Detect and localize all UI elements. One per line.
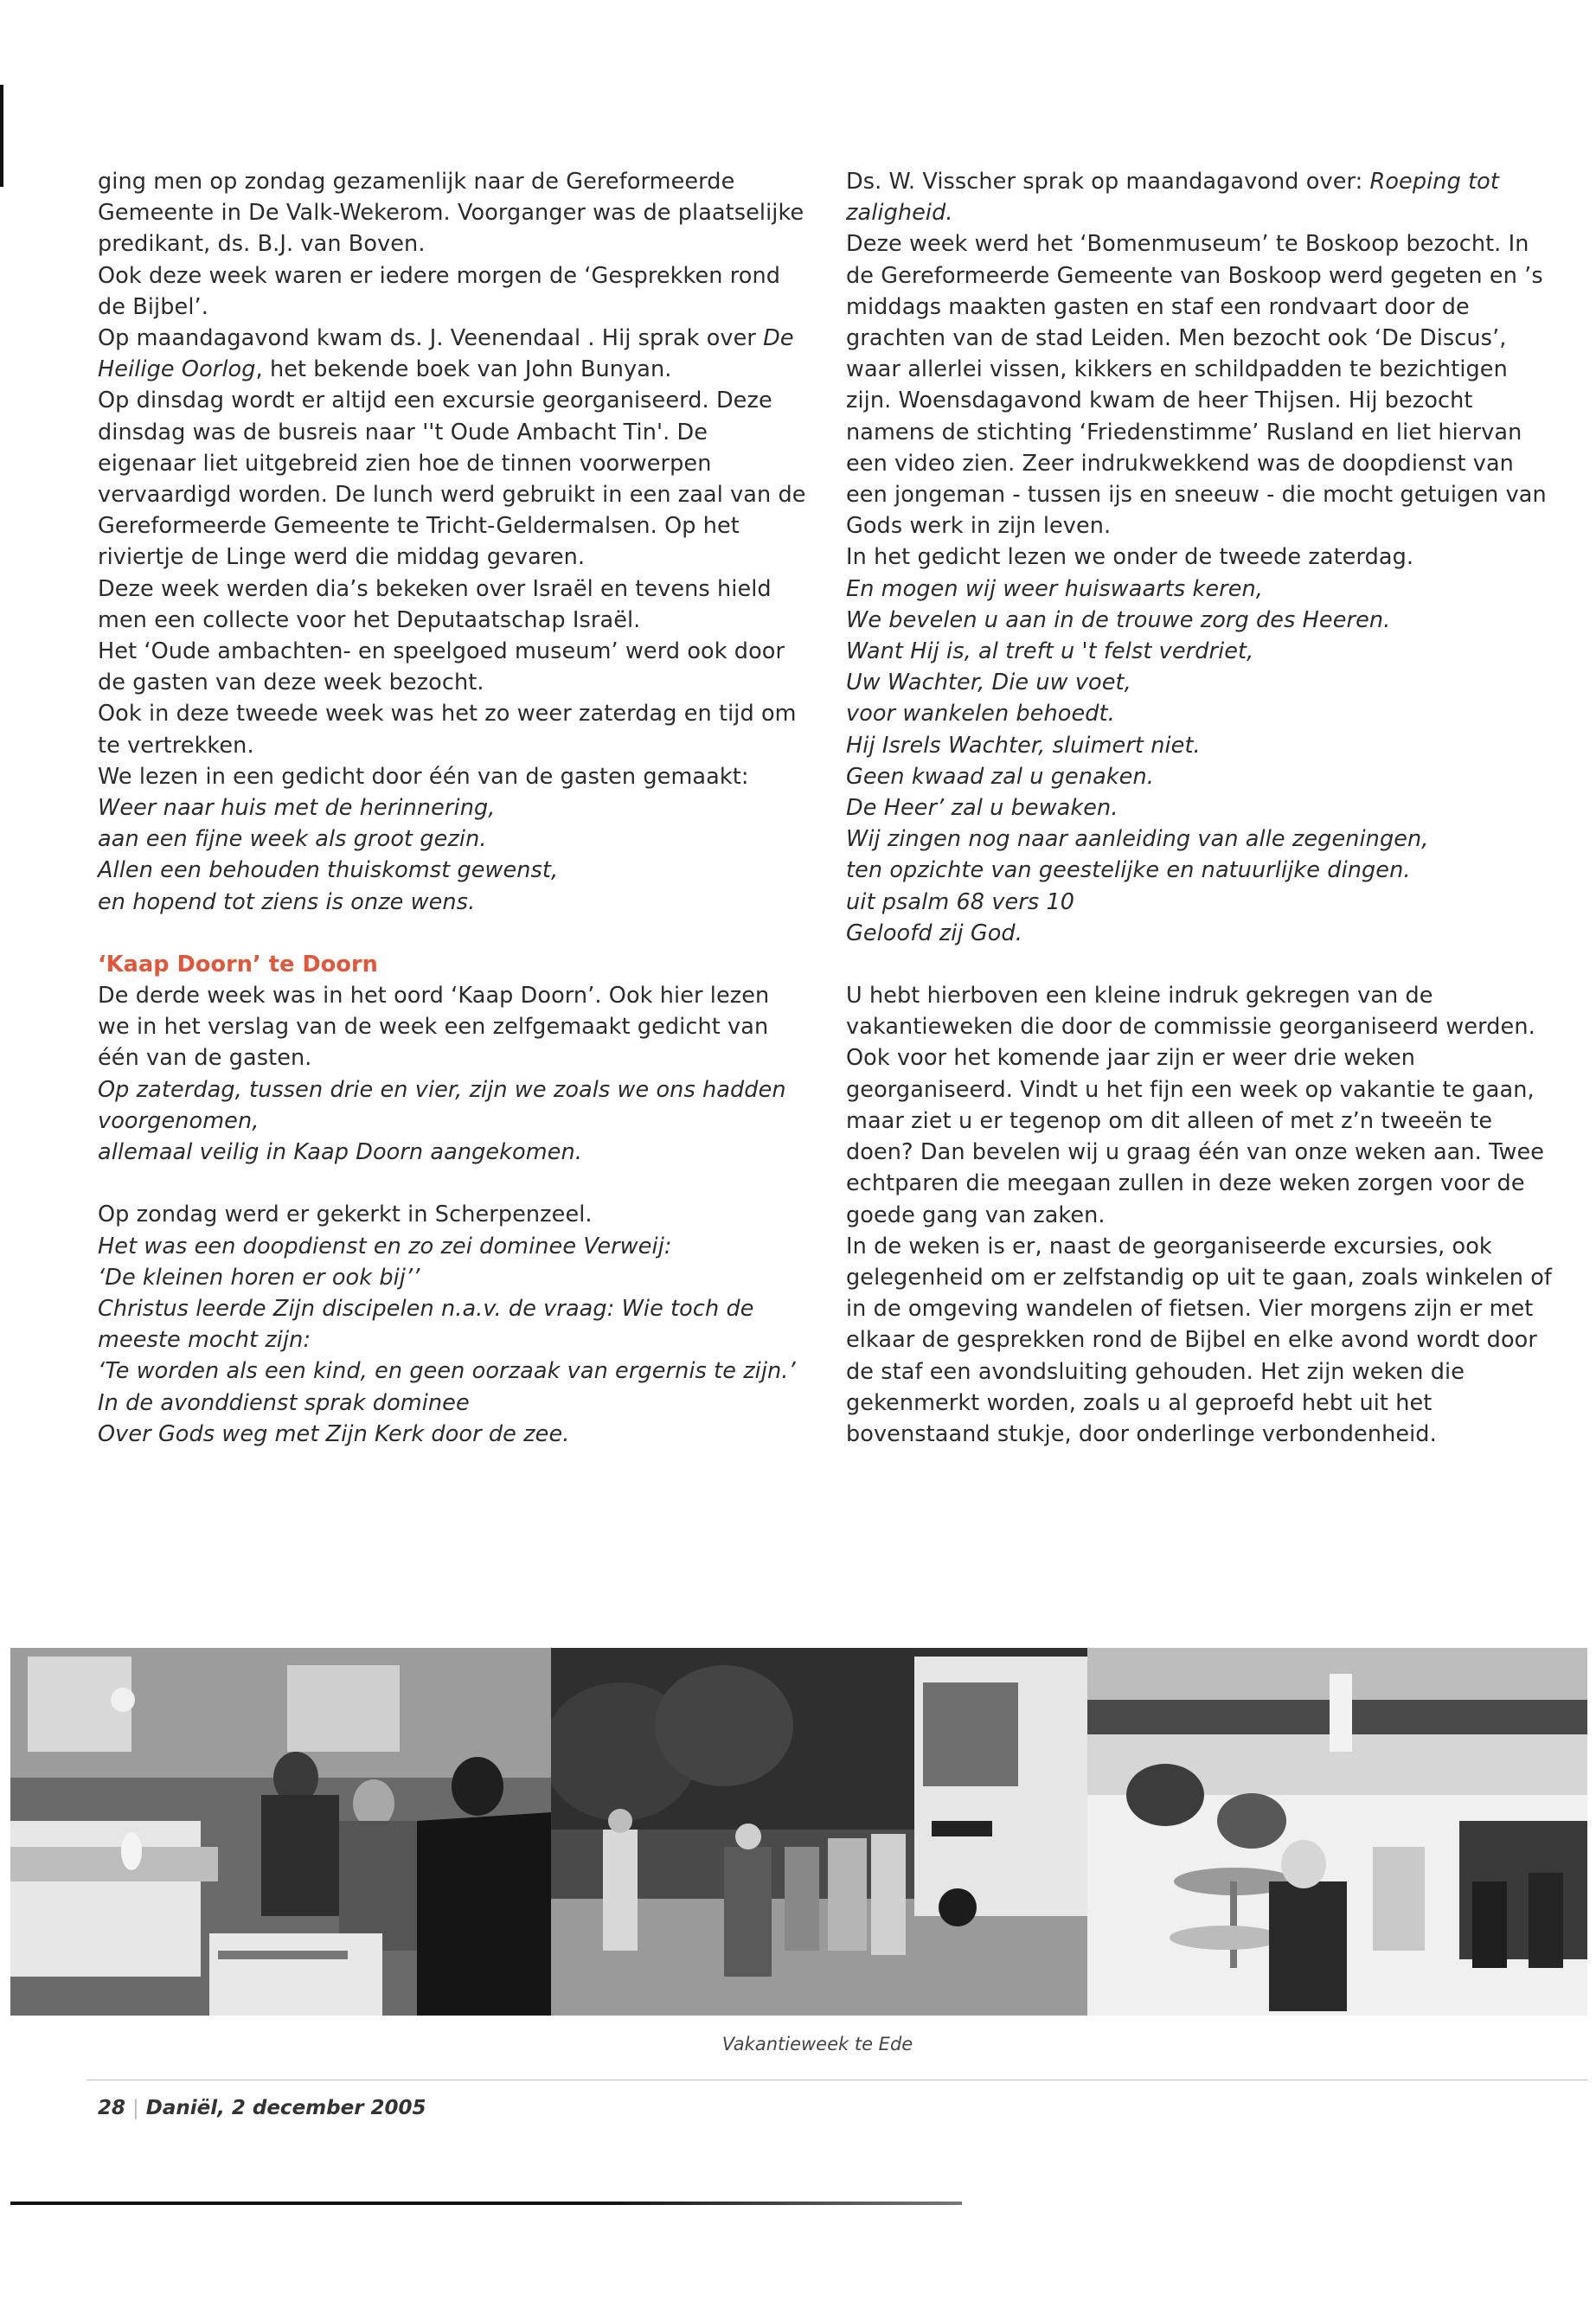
paragraph: Ook in deze tweede week was het zo weer zaterdag en tijd om te vertrekken. <box>98 701 797 759</box>
text-run: , het bekende boek van John Bunyan. <box>255 356 672 383</box>
footer-separator: | <box>132 2097 139 2119</box>
poem-line: uit psalm 68 vers 10 <box>846 888 1075 915</box>
poem-line: En mogen wij weer huiswaarts keren, <box>846 575 1263 602</box>
poem-line: Allen een behouden thuiskomst gewenst, <box>98 857 559 884</box>
text-run: Op maandagavond kwam ds. J. Veenendaal . Hij sprak over <box>98 325 764 352</box>
paragraph: Ook voor het komende jaar zijn er weer drie weken georganiseerd. Vindt u het fijn een week op vakantie te gaan, maar ziet u er tegenop om dit alleen of met z’n tweeën te doen? Dan bevelen wij u graag één van onze weken aan. Twee echtparen die meegaan zullen in deze weken zorgen voor de goede gang van zaken. <box>846 1045 1545 1228</box>
poem-line: We bevelen u aan in de trouwe zorg des Heeren. <box>846 606 1391 633</box>
spacer <box>98 918 807 949</box>
bottom-rule <box>10 2202 962 2205</box>
right-column <box>846 166 1555 1450</box>
left-column <box>98 166 807 1450</box>
section-heading: ‘Kaap Doorn’ te Doorn <box>98 951 378 977</box>
poem-line: Hij Isrels Wachter, sluimert niet. <box>846 732 1201 759</box>
paragraph: In de weken is er, naast de georganiseerde excursies, ook gelegenheid om er zelfstandig op uit te gaan, zoals winkelen of in de omgeving wandelen of fietsen. Vier morgens zijn er met elkaar de gesprekken rond de Bijbel en elke avond wordt door de staf een avondsluiting gehouden. Het zijn weken die gekenmerkt worden, zoals u al geproefd hebt uit het bovenstaand stukje, door onderlinge verbondenheid. <box>846 1233 1553 1447</box>
paragraph: ging men op zondag gezamenlijk naar de Gereformeerde Gemeente in De Valk-Wekerom. Voorganger was de plaatselijke predikant, ds. B.J. van Boven. <box>98 169 804 258</box>
spacer <box>98 1168 807 1199</box>
italic-line: Het was een doopdienst en zo zei dominee Verweij: <box>98 1233 672 1259</box>
sermon-title: Roeping tot zaligheid. <box>846 169 1499 227</box>
photo-bus-departure-image <box>551 1648 1087 2016</box>
paragraph: U hebt hierboven een kleine indruk gekregen van de vakantieweken die door de commissie georganiseerd werden. <box>846 983 1535 1041</box>
poem-line: voor wankelen behoedt. <box>846 701 1115 727</box>
poem-line: en hopend tot ziens is onze wens. <box>98 888 476 915</box>
paragraph <box>846 166 1555 228</box>
italic-line: ‘De kleinen horen er ook bij’’ <box>98 1264 420 1291</box>
photo-boat-deck-image <box>1087 1648 1587 2016</box>
poem-line: Op zaterdag, tussen drie en vier, zijn we zoals we ons hadden voorgenomen, <box>98 1076 786 1134</box>
text-run: Ds. W. Visscher sprak op maandagavond over: <box>846 169 1370 195</box>
poem-line: Geloofd zij God. <box>846 920 1022 946</box>
paragraph: In het gedicht lezen we onder de tweede zaterdag. <box>846 544 1414 571</box>
poem-line: Uw Wachter, Die uw voet, <box>846 670 1131 696</box>
photo-caption: Vakantieweek te Ede <box>721 2034 913 2054</box>
italic-line: Over Gods weg met Zijn Kerk door de zee. <box>98 1420 570 1447</box>
poem-line: Weer naar huis met de herinnering, <box>98 795 496 822</box>
paragraph: De derde week was in het oord ‘Kaap Doorn’. Ook hier lezen we in het verslag van de week een zelfgemaakt gedicht van één van de gasten. <box>98 983 770 1072</box>
poem-line: allemaal veilig in Kaap Doorn aangekomen. <box>98 1139 582 1166</box>
book-title: De Heilige Oorlog <box>98 325 794 383</box>
poem-line: Geen kwaad zal u genaken. <box>846 763 1154 790</box>
paragraph: Ook deze week waren er iedere morgen de ‘Gesprekken rond de Bijbel’. <box>98 262 781 320</box>
paragraph: We lezen in een gedicht door één van de gasten gemaakt: <box>98 763 749 790</box>
italic-line: ‘Te worden als een kind, en geen oorzaak van ergernis te zijn.’ <box>98 1358 796 1385</box>
spacer <box>846 949 1555 980</box>
paragraph: Op dinsdag wordt er altijd een excursie georganiseerd. Deze dinsdag was de busreis naar ''t Oude Ambacht Tin'. De eigenaar liet uitgebreid zien hoe de tinnen voorwerpen vervaardigd worden. De lunch werd gebruikt in een zaal van de Gereformeerde Gemeente te Tricht-Geldermalsen. Op het riviertje de Linge werd die middag gevaren. <box>98 388 806 571</box>
photo-strip <box>10 1648 1587 2016</box>
page-footer <box>98 2097 426 2119</box>
page-number: 28 <box>98 2097 126 2119</box>
publication-info: Daniël, 2 december 2005 <box>145 2097 426 2119</box>
poem-line: ten opzichte van geestelijke en natuurlijke dingen. <box>846 857 1411 884</box>
photo-dining-room-image <box>10 1648 551 2016</box>
paragraph <box>98 323 807 385</box>
paragraph: Deze week werden dia’s bekeken over Israël en tevens hield men een collecte voor het Deputaatschap Israël. <box>98 575 772 633</box>
margin-rule <box>0 85 3 187</box>
photo-bus-departure <box>551 1648 1087 2016</box>
poem-line: aan een fijne week als groot gezin. <box>98 826 487 853</box>
photo-dining-room <box>10 1648 551 2016</box>
poem-line: De Heer’ zal u bewaken. <box>846 795 1118 822</box>
paragraph: Het ‘Oude ambachten- en speelgoed museum’ werd ook door de gasten van deze week bezocht. <box>98 638 785 696</box>
paragraph: Deze week werd het ‘Bomenmuseum’ te Boskoop bezocht. In de Gereformeerde Gemeente van Boskoop werd gegeten en ’s middags maakten gasten en staf een rondvaart door de grachten van de stad Leiden. Men bezocht ook ‘De Discus’, waar allerlei vissen, kikkers en schildpadden te bezichtigen zijn. Woensdagavond kwam de heer Thijsen. Hij bezocht namens de stichting ‘Friedenstimme’ Rusland en liet hiervan een video zien. Zeer indrukwekkend was de doopdienst van een jongeman - tussen ijs en sneeuw - die mocht getuigen van Gods werk in zijn leven. <box>846 231 1547 540</box>
poem-line: Want Hij is, al treft u 't felst verdriet, <box>846 638 1254 665</box>
italic-line: In de avonddienst sprak dominee <box>98 1389 470 1416</box>
photo-boat-deck <box>1087 1648 1587 2016</box>
paragraph: Op zondag werd er gekerkt in Scherpenzeel. <box>98 1202 593 1228</box>
italic-line: Christus leerde Zijn discipelen n.a.v. de vraag: Wie toch de meeste mocht zijn: <box>98 1295 754 1354</box>
poem-line: Wij zingen nog naar aanleiding van alle zegeningen, <box>846 826 1429 853</box>
